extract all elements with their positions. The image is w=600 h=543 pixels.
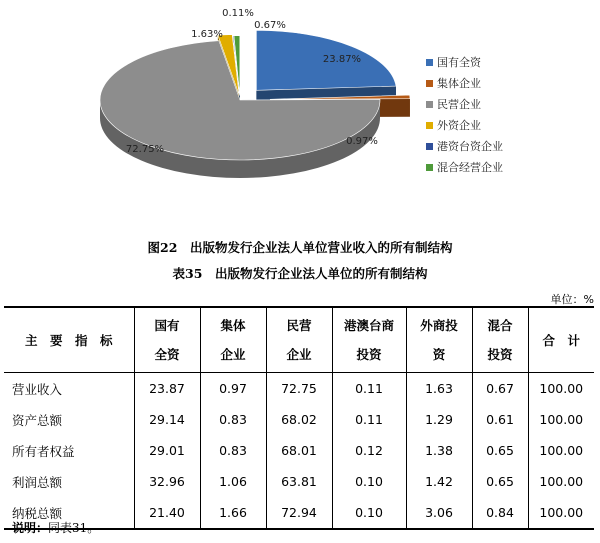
data-label: 0.11% — [222, 8, 254, 19]
column-header — [332, 307, 406, 373]
legend-swatch — [426, 122, 433, 129]
row-label: 资产总额 — [4, 404, 134, 435]
column-header-line: 全资 — [154, 347, 180, 362]
note-text: 同表31。 — [48, 521, 100, 535]
table-cell: 0.11 — [332, 404, 406, 435]
table-cell: 29.01 — [134, 435, 200, 466]
column-header — [134, 307, 200, 373]
row-label: 营业收入 — [4, 373, 134, 405]
legend-swatch — [426, 101, 433, 108]
table-cell: 1.42 — [406, 466, 472, 497]
data-label: 0.67% — [254, 20, 286, 31]
column-header-line: 外商投 — [420, 318, 458, 333]
table-row — [4, 404, 594, 435]
legend-swatch — [426, 143, 433, 150]
legend-label: 混合经营企业 — [437, 161, 503, 174]
row-label: 纳税总额 — [4, 497, 134, 529]
column-header-line: 民营 — [286, 318, 312, 333]
column-header-line: 港澳台商 — [343, 318, 394, 333]
table-cell: 72.75 — [266, 373, 332, 405]
table-cell: 0.67 — [472, 373, 528, 405]
table-cell: 0.65 — [472, 466, 528, 497]
column-header-line: 投资 — [356, 347, 382, 362]
table-cell: 100.00 — [528, 373, 594, 405]
column-header-line: 企业 — [220, 347, 246, 362]
table-cell: 0.83 — [200, 435, 266, 466]
table-row — [4, 435, 594, 466]
column-header — [200, 307, 266, 373]
legend-label: 外资企业 — [437, 119, 481, 132]
table-row — [4, 373, 594, 405]
column-header-line: 主 要 指 标 — [24, 332, 113, 348]
column-header-line: 投资 — [487, 347, 513, 362]
legend-label: 国有全资 — [437, 56, 481, 69]
legend-swatch — [426, 59, 433, 66]
table-cell: 1.29 — [406, 404, 472, 435]
data-table — [4, 306, 594, 530]
table-header-row — [4, 307, 594, 373]
data-label: 23.87% — [322, 54, 362, 65]
table-cell: 1.06 — [200, 466, 266, 497]
legend-swatch — [426, 164, 433, 171]
table-cell: 21.40 — [134, 497, 200, 529]
table-title: 表35 出版物发行企业法人单位的所有制结构 — [172, 266, 428, 281]
column-header-line: 合 计 — [542, 332, 580, 348]
column-header — [266, 307, 332, 373]
column-header-line: 混合 — [487, 318, 513, 333]
table-cell: 100.00 — [528, 435, 594, 466]
figure-caption: 图22 出版物发行企业法人单位营业收入的所有制结构 — [147, 240, 453, 255]
row-label: 利润总额 — [4, 466, 134, 497]
note-label: 说明： — [12, 521, 49, 535]
table-cell: 100.00 — [528, 497, 594, 529]
unit-label: 单位：% — [550, 293, 594, 306]
table-cell: 3.06 — [406, 497, 472, 529]
column-header-line: 企业 — [286, 347, 312, 362]
table-cell: 29.14 — [134, 404, 200, 435]
note — [12, 519, 99, 536]
table-cell: 0.10 — [332, 466, 406, 497]
legend-swatch — [426, 80, 433, 87]
pie-chart — [0, 0, 600, 230]
table-cell: 72.94 — [266, 497, 332, 529]
table-cell: 0.11 — [332, 373, 406, 405]
table-body — [4, 373, 594, 530]
data-label: 0.97% — [346, 136, 378, 147]
table-cell: 100.00 — [528, 466, 594, 497]
table-cell: 0.10 — [332, 497, 406, 529]
table-cell: 100.00 — [528, 404, 594, 435]
table-cell: 32.96 — [134, 466, 200, 497]
table-cell: 1.38 — [406, 435, 472, 466]
table-cell: 63.81 — [266, 466, 332, 497]
data-label: 72.75% — [125, 144, 165, 155]
table-cell: 0.65 — [472, 435, 528, 466]
table-cell: 0.83 — [200, 404, 266, 435]
legend-label: 港资台资企业 — [437, 140, 503, 153]
data-label: 1.63% — [191, 29, 223, 40]
table-cell: 0.12 — [332, 435, 406, 466]
legend-label: 民营企业 — [437, 98, 481, 111]
table-cell: 23.87 — [134, 373, 200, 405]
column-header-line: 资 — [432, 347, 446, 362]
table-row — [4, 466, 594, 497]
table-cell: 68.01 — [266, 435, 332, 466]
table-cell: 0.61 — [472, 404, 528, 435]
column-header — [528, 307, 594, 373]
column-header — [472, 307, 528, 373]
legend-label: 集体企业 — [437, 77, 481, 90]
column-header — [406, 307, 472, 373]
column-header-line: 集体 — [220, 318, 246, 333]
column-header — [4, 307, 134, 373]
table-cell: 0.97 — [200, 373, 266, 405]
row-label: 所有者权益 — [4, 435, 134, 466]
table-cell: 1.63 — [406, 373, 472, 405]
table-cell: 0.84 — [472, 497, 528, 529]
column-header-line: 国有 — [154, 318, 180, 333]
table-cell: 68.02 — [266, 404, 332, 435]
table-cell: 1.66 — [200, 497, 266, 529]
